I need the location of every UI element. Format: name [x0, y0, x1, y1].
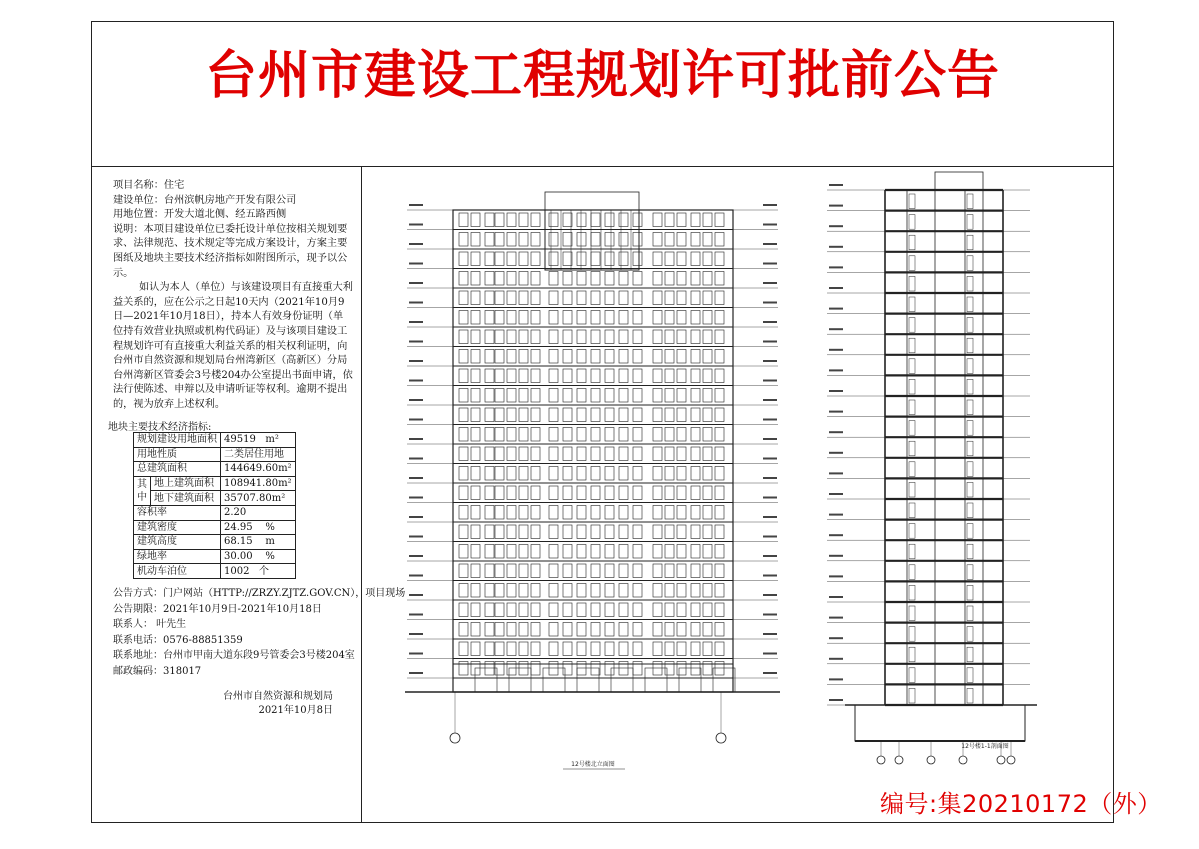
metric-label: 机动车泊位: [134, 564, 221, 579]
serial-number: 编号:集20210172（外）: [880, 790, 1162, 818]
project-builder: 建设单位：台州滨帆房地产开发有限公司: [113, 194, 297, 206]
table-row: [134, 549, 296, 564]
table-row: [134, 535, 296, 550]
metric-label: 地下建筑面积: [151, 491, 221, 506]
contact-info: [113, 586, 405, 680]
section-drawing: [815, 160, 1040, 772]
table-row: [134, 462, 296, 477]
publish-method: 公告方式：门户网站（HTTP://ZRZY.ZJTZ.GOV.CN），项目现场: [113, 588, 406, 599]
metric-value: 144649.60m²: [221, 462, 296, 477]
table-row: [134, 520, 296, 535]
contact-person: 联系人： 叶先生: [113, 619, 187, 631]
metric-label: 绿地率: [134, 549, 221, 564]
metric-value: 1002 个: [221, 564, 296, 579]
elevation-drawing: [395, 172, 790, 772]
table-row: [134, 491, 296, 506]
metric-label: 建筑密度: [134, 520, 221, 535]
metrics-title: 地块主要技术经济指标:: [108, 422, 212, 433]
signature-date: 2021年10月8日: [258, 705, 333, 716]
project-location: 用地位置：开发大道北侧、经五路西侧: [113, 209, 287, 221]
project-description: 说明：本项目建设单位已委托设计单位按相关规划要求、法律规范、技术规定等完成方案设计，方案主要图纸及地块主要技术经济指标如附图所示，现予以公示。: [113, 223, 348, 279]
metric-label: 规划建设用地面积: [134, 433, 221, 448]
table-row: [134, 505, 296, 520]
contact-phone: 联系电话：0576-88851359: [113, 634, 243, 646]
publish-period: 公告期限：2021年10月9日-2021年10月18日: [113, 603, 322, 615]
table-row: [134, 447, 296, 462]
signature-block: [223, 690, 333, 718]
table-row: [134, 476, 296, 491]
metric-value: 68.15 m: [221, 535, 296, 550]
metric-label: 建筑高度: [134, 535, 221, 550]
metric-label: 容积率: [134, 505, 221, 520]
project-info: [113, 179, 353, 413]
left-panel-divider: [361, 166, 362, 823]
metric-value: 49519 m²: [221, 433, 296, 448]
signature-org: 台州市自然资源和规划局: [223, 691, 333, 702]
metric-label: 用地性质: [134, 447, 221, 462]
metric-value: 35707.80m²: [221, 491, 296, 506]
metric-value: 108941.80m²: [221, 476, 296, 491]
elevation-caption: 12号楼北立面图: [571, 761, 615, 768]
metrics-table: [133, 432, 296, 579]
metric-group-label: 其 中: [134, 476, 151, 505]
notice-title: 台州市建设工程规划许可批前公告: [204, 46, 1000, 106]
section-caption: 12号楼1-1剖面图: [961, 743, 1009, 750]
project-name: 项目名称：住宅: [113, 180, 185, 191]
metric-value: 24.95 %: [221, 520, 296, 535]
metric-label: 总建筑面积: [134, 462, 221, 477]
contact-address: 联系地址：台州市甲南大道东段9号管委会3号楼204室: [113, 650, 355, 662]
metric-label: 地上建筑面积: [151, 476, 221, 491]
objection-notice: 如认为本人（单位）与该建设项目有直接重大利益关系的，应在公示之日起10天内（2021年10月9日—2021年10月18日），持本人有效身份证明（单位持有效营业执照或机构代码证）及与该项目建设工程规划许可有直接重大利益关系的相关权利证明，向台州市自然资源和规划局台州湾新区（高新区）分局台州湾新区管委会3号楼204办公室提出书面申请，依法行使陈述、申辩以及申请听证等权利。逾期不提出的，视为放弃上述权利。: [113, 282, 353, 410]
metric-value: 30.00 %: [221, 549, 296, 564]
contact-postcode: 邮政编码：318017: [113, 665, 202, 677]
metric-value: 2.20: [221, 505, 296, 520]
table-row: [134, 564, 296, 579]
metric-value: 二类居住用地: [221, 447, 296, 462]
table-row: [134, 433, 296, 448]
